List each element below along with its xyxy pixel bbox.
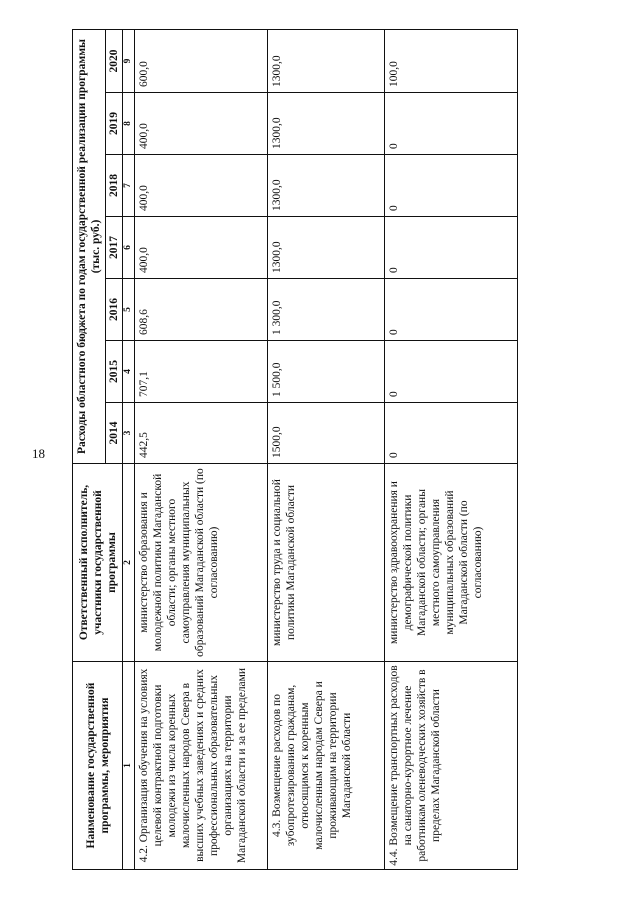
- row-value: 0: [385, 341, 518, 403]
- column-number: 8: [123, 93, 135, 155]
- header-year: 2018: [106, 155, 123, 217]
- header-responsible: Ответственный исполнитель, участники государственной программы: [73, 464, 123, 662]
- row-value: 600,0: [135, 29, 268, 92]
- column-number: 3: [123, 403, 135, 464]
- table-row: [385, 29, 518, 869]
- row-value: 100,0: [385, 29, 518, 92]
- row-value: 0: [385, 155, 518, 217]
- table-row: [268, 29, 385, 869]
- column-number: 1: [123, 662, 135, 870]
- column-number: 5: [123, 279, 135, 341]
- row-responsible: министерство труда и социальной политики Магаданской области: [268, 464, 385, 662]
- rotated-table-container: [72, 30, 632, 870]
- row-responsible: министерство здравоохранения и демографической политики Магаданской области; органы местного самоуправления муниципальных образований Магаданской области (по согласованию): [385, 464, 518, 662]
- row-value: 0: [385, 217, 518, 279]
- row-value: 1300,0: [268, 93, 385, 155]
- column-number: 9: [123, 29, 135, 92]
- column-number: 7: [123, 155, 135, 217]
- row-name: 4.4. Возмещение транспортных расходов на санаторно-курортное лечение работникам оленеводческих хозяйств в пределах Магаданской области: [385, 662, 518, 870]
- row-value: 1500,0: [268, 403, 385, 464]
- row-value: 1300,0: [268, 217, 385, 279]
- row-value: 400,0: [135, 155, 268, 217]
- header-name: Наименование государственной программы, мероприятия: [73, 662, 123, 870]
- column-number: 6: [123, 217, 135, 279]
- header-year: 2016: [106, 279, 123, 341]
- header-year: 2020: [106, 29, 123, 92]
- row-value: 442,5: [135, 403, 268, 464]
- row-name: 4.2. Организация обучения на условиях целевой контрактной подготовки молодежи из числа коренных малочисленных народов Севера в высших учебных заведениях и средних профессиональных образовательных организациях на территории Магаданской области и за ее пределами: [135, 662, 268, 870]
- header-year: 2015: [106, 341, 123, 403]
- row-value: 0: [385, 403, 518, 464]
- row-value: 0: [385, 93, 518, 155]
- row-name: 4.3. Возмещение расходов по зубопротезированию гражданам, относящимся к коренным малочисленным народам Севера и проживающим на территории Магаданской области: [268, 662, 385, 870]
- row-value: 1 500,0: [268, 341, 385, 403]
- row-value: 1300,0: [268, 29, 385, 92]
- header-year: 2014: [106, 403, 123, 464]
- page-number: 18: [32, 446, 45, 461]
- header-year: 2017: [106, 217, 123, 279]
- header-year: 2019: [106, 93, 123, 155]
- table-row: [135, 29, 268, 869]
- header-expenses: Расходы областного бюджета по годам государственной реализации программы (тыс. руб.): [73, 29, 106, 463]
- row-value: 1300,0: [268, 155, 385, 217]
- row-value: 0: [385, 279, 518, 341]
- row-value: 400,0: [135, 217, 268, 279]
- column-number: 2: [123, 464, 135, 662]
- row-value: 1 300,0: [268, 279, 385, 341]
- program-expenses-table: [72, 29, 518, 870]
- row-value: 400,0: [135, 93, 268, 155]
- row-value: 608,6: [135, 279, 268, 341]
- column-number: 4: [123, 341, 135, 403]
- row-responsible: министерство образования и молодежной политики Магаданской области; органы местного самоуправления муниципальных образований Магаданской области (по согласованию): [135, 464, 268, 662]
- row-value: 707,1: [135, 341, 268, 403]
